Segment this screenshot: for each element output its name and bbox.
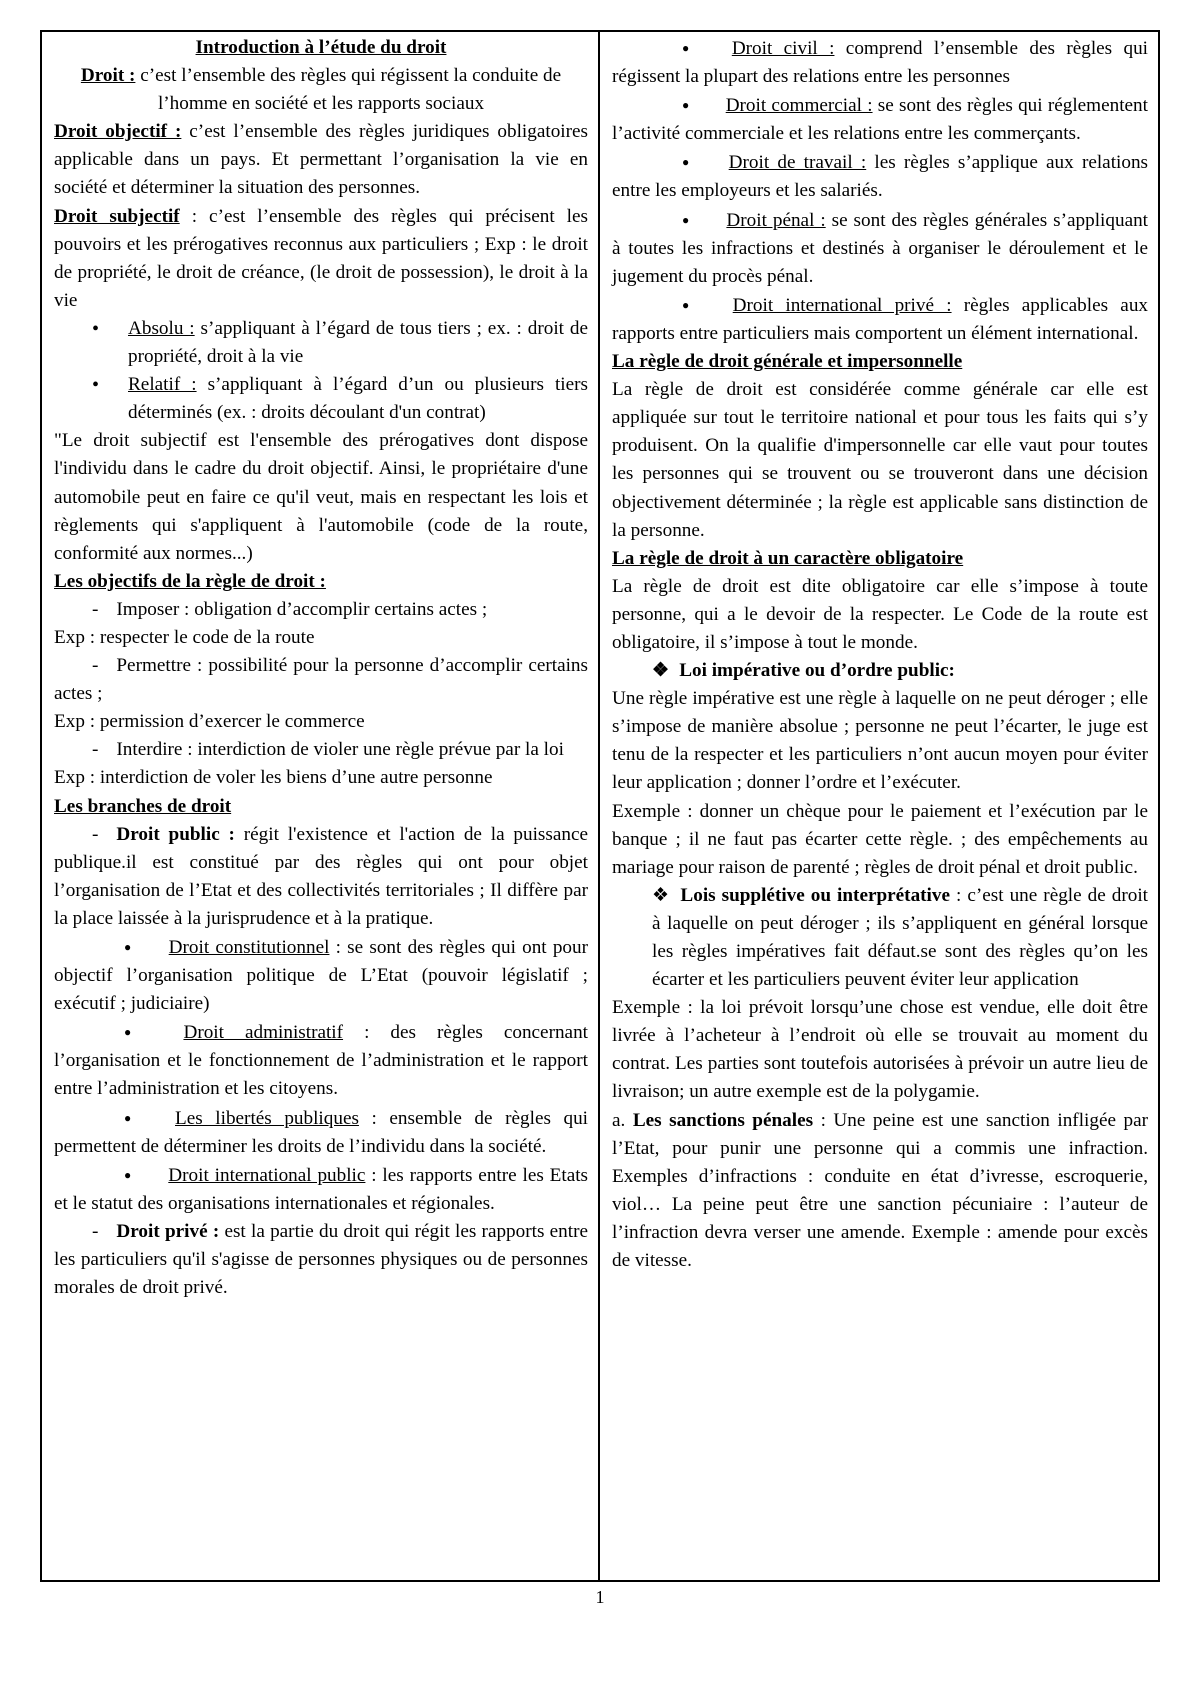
item-droit-international-prive [612,291,1148,348]
definition-droit-subjectif [54,203,588,315]
def-droit-objectif: c’est l’ensemble des règles juridiques obligatoires applicable dans un pays. Et permettant l’organisation la vie en société et déterminer la situation des personnes. [54,121,589,199]
document-title: Introduction à l’étude du droit [195,37,447,58]
heading-regle-obligatoire: La règle de droit à un caractère obligatoire [612,547,964,569]
item-droit-constitutionnel [54,933,588,1018]
item-droit-travail [612,148,1148,205]
right-column [600,32,1158,1580]
heading-loi-imperative: ❖ Loi impérative ou d’ordre public: [612,657,1148,685]
def-droit-civil: comprend l’ensemble des règles qui régissent la plupart des relations entre les personnes [612,38,1149,88]
bullet-relatif [54,371,588,427]
item-imposer: - Imposer : obligation d’accomplir certains actes ; [54,596,588,624]
term-droit-penal: Droit pénal : [726,209,826,231]
term-droit-constitutionnel: Droit constitutionnel [168,937,330,958]
item-sanctions-penales [612,1107,1148,1276]
text-loi-imperative: Une règle impérative est une règle à laquelle on ne peut déroger ; elle s’impose de manière absolue ; personne ne peut l’écarter, le juge est tenu de la respecter et les particuliers n’ont aucun moyen pour éviter leur application ; donner l’ordre et l’exécuter. [612,688,1148,794]
def-droit-travail: les règles s’applique aux relations entre les employeurs et les salariés. [612,152,1149,202]
def-droit-constitutionnel: : se sont des règles qui ont pour objectif l’organisation politique de L’Etat (pouvoir législatif ; exécutif ; judiciaire) [54,937,588,1015]
term-droit-subjectif: Droit subjectif [54,205,180,227]
example-permettre: Exp : permission d’exercer le commerce [54,711,365,733]
term-libertes-publiques: Les libertés publiques [175,1107,359,1129]
item-droit-international-public [54,1161,588,1218]
sanctions-prefix: a. [612,1109,626,1131]
term-droit-international-prive: Droit international privé : [732,294,952,316]
left-column [42,32,600,1580]
item-droit-prive [54,1218,588,1302]
document-page [40,30,1160,1582]
def-relatif: s’appliquant à l’égard d’un ou plusieurs tiers déterminés (ex. : droits découlant d'un contrat) [128,374,589,424]
item-interdire: - Interdire : interdiction de violer une règle prévue par la loi [54,736,588,764]
text-loi-suppletive: : c’est une règle de droit à laquelle on peut déroger ; ils s’appliquent en général lorsque les règles impératives fait défaut.se sont des règles qu’on les écarter et les particuliers peuvent éviter leur application [652,884,1149,991]
definition-droit [54,62,588,118]
def-libertes-publiques: : ensemble de règles qui permettent de déterminer les droits de l’individu dans la société. [54,1107,589,1157]
def-droit: c’est l’ensemble des règles qui régissent la conduite de l’homme en société et les rapports sociaux [135,65,562,115]
term-droit-international-public: Droit international public [168,1164,366,1186]
heading-objectifs: Les objectifs de la règle de droit : [54,570,326,592]
text-sanctions-penales: : Une peine est une sanction infligée par l’Etat, pour punir une personne qui a commis une infraction. Exemples d’infractions : conduite en état d’ivresse, escroquerie, viol… La peine peut être une sanction pécuniaire : l’auteur de l’infraction devra verser une amende. Exemple : amende pour excès de vitesse. [612,1109,1148,1272]
item-droit-administratif [54,1018,588,1103]
def-droit-prive: est la partie du droit qui régit les rapports entre les particuliers qu'il s'agisse de personnes physiques ou de personnes morales de droit privé. [54,1220,589,1299]
term-droit-civil: Droit civil : [731,38,835,59]
example-loi-imperative: Exemple : donner un chèque pour le paiement et l’exécution par le banque ; il ne faut pas écarter cette règle. ; des empêchements au mariage pour raison de parenté ; règles de droit pénal et droit public. [612,800,1148,878]
example-interdire: Exp : interdiction de voler les biens d’une autre personne [54,767,493,789]
heading-branches: Les branches de droit [54,795,232,817]
quote-paragraph: "Le droit subjectif est l'ensemble des prérogatives dont dispose l'individu dans le cadre du droit objectif. Ainsi, le propriétaire d'une automobile peut en faire ce qu'il veut, mais en respectant les lois et règlements qui s'appliquent à l'automobile (code de la route, conformité aux normes...) [54,430,588,564]
example-imposer: Exp : respecter le code de la route [54,626,315,648]
bullet-absolu [54,315,588,371]
term-droit-objectif: Droit objectif : [54,121,182,143]
item-droit-public [54,821,588,933]
item-droit-civil [612,34,1148,91]
term-relatif: Relatif : [128,374,197,396]
term-droit-commercial: Droit commercial : [725,95,873,117]
term-droit-administratif: Droit administratif [183,1022,344,1044]
term-droit-prive: Droit privé : [116,1220,220,1242]
term-droit-public: Droit public : [116,823,235,845]
definition-droit-objectif [54,118,588,202]
def-droit-commercial: se sont des règles qui réglementent l’activité commerciale et les relations entre les commerçants. [612,95,1148,145]
term-absolu: Absolu : [128,317,195,339]
heading-sanctions-penales: Les sanctions pénales [632,1109,814,1131]
heading-regle-generale: La règle de droit générale et impersonnelle [612,351,963,373]
text-regle-generale: La règle de droit est considérée comme générale car elle est appliquée sur tout le territoire national et pour tous les faits qui s’y produisent. On la qualifie d'impersonnelle car elle vaut pour toutes les personnes qui se trouvent ou se trouveront dans une décision objectivement déterminée ; la règle est applicable sans distinction de la personne. [612,379,1148,541]
example-loi-suppletive: Exemple : la loi prévoit lorsqu’une chose est vendue, elle doit être livrée à l’acheteur à l’endroit où elle se trouvait au moment du contrat. Les parties sont toutefois autorisées à prévoir un autre lieu de livraison; un autre exemple est de la polygamie. [612,997,1148,1103]
item-droit-penal [612,206,1148,291]
page-number: 1 [595,1587,605,1607]
term-droit: Droit : [80,65,136,87]
def-droit-administratif: : des règles concernant l’organisation et le fonctionnement de l’administration et le rapport entre l’administration et les citoyens. [54,1022,588,1100]
term-droit-travail: Droit de travail : [728,152,867,174]
def-droit-international-prive: règles applicables aux rapports entre particuliers mais comportent un élément international. [612,294,1149,344]
item-droit-commercial [612,91,1148,148]
def-droit-penal: se sont des règles générales s’appliquant à toutes les infractions et destinés à organiser le déroulement et le jugement du procès pénal. [612,209,1149,287]
def-absolu: s’appliquant à l’égard de tous tiers ; ex. : droit de propriété, droit à la vie [128,317,588,368]
text-regle-obligatoire: La règle de droit est dite obligatoire car elle s’impose à toute personne, qui a le devoir de la respecter. Le Code de la route est obligatoire, il s’impose à tout le monde. [612,575,1148,653]
item-permettre: - Permettre : possibilité pour la personne d’accomplir certains actes ; [54,652,588,708]
heading-loi-suppletive: Lois supplétive ou interprétative [680,884,951,906]
def-droit-public: régit l'existence et l'action de la puissance publique.il est constitué par des règles qui ont pour objet l’organisation de l’Etat et des collectivités territoriales ; Il diffère par la place laissée à la jurisprudence et à la pratique. [54,823,589,929]
item-libertes-publiques [54,1104,588,1161]
def-droit-international-public: : les rapports entre les Etats et le statut des organisations internationales et régionales. [54,1164,589,1214]
def-droit-subjectif: : c’est l’ensemble des règles qui précisent les pouvoirs et les prérogatives reconnus aux particuliers ; Exp : le droit de propriété, le droit de créance, (le droit de possession), le droit à la vie [54,205,588,311]
item-loi-suppletive [612,882,1148,994]
